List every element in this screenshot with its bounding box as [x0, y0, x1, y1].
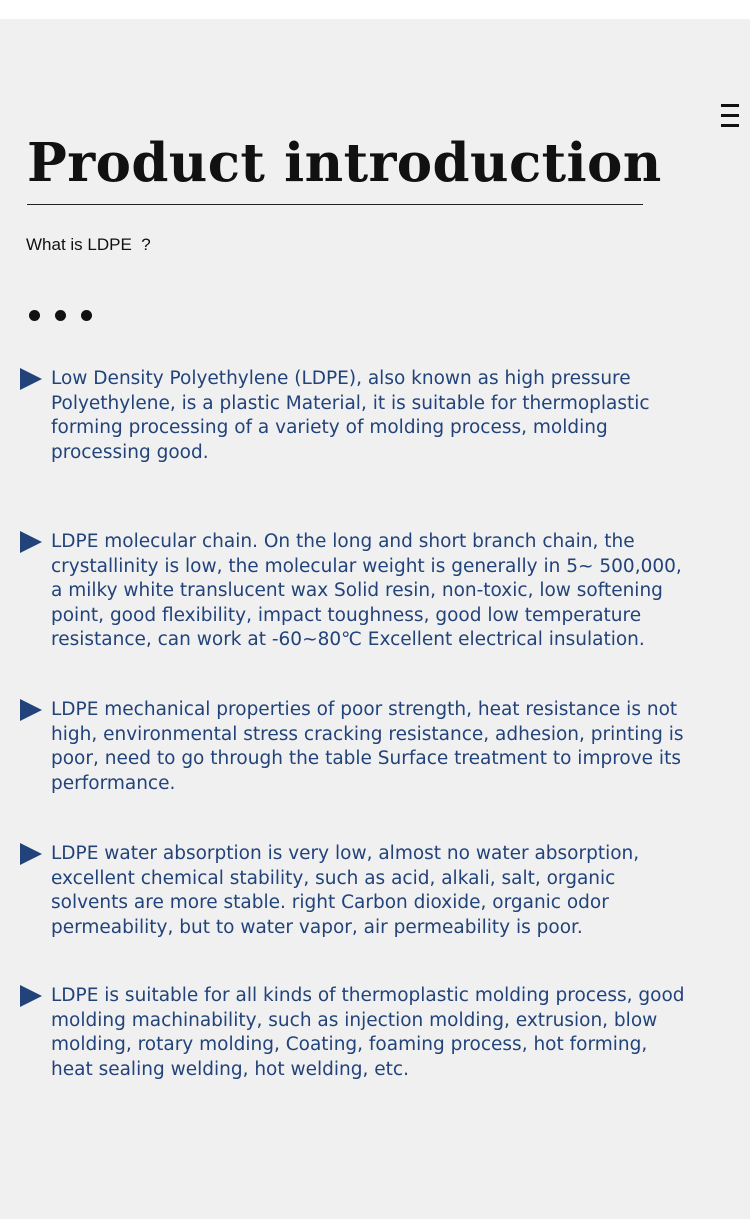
section-subtitle: What is LDPE ? — [26, 235, 151, 254]
paragraph-text: LDPE molecular chain. On the long and short branch chain, the crystallinity is low, the molecular weight is generally in 5~ 500,000, a milky white translucent wax Solid resin, non-toxic, low softening point, good flexibility, impact toughness, good low temperature resistance, can work at -60~80℃ Excellent electrical insulation. — [51, 531, 682, 650]
paragraph-item — [20, 367, 736, 465]
paragraph-text: LDPE is suitable for all kinds of thermoplastic molding process, good molding machinability, such as injection molding, extrusion, blow molding, rotary molding, Coating, foaming process, hot forming, heat sealing welding, hot welding, etc. — [51, 985, 685, 1080]
triangle-bullet-icon — [20, 985, 42, 1007]
dot — [29, 310, 40, 321]
hamburger-menu-icon[interactable] — [721, 104, 741, 128]
menu-bar — [721, 124, 739, 127]
paragraph-item — [20, 530, 736, 653]
paragraph-text: LDPE mechanical properties of poor strength, heat resistance is not high, environmental stress cracking resistance, adhesion, printing is poor, need to go through the table Surface treatment to improve its performance. — [51, 699, 684, 794]
paragraph-text: Low Density Polyethylene (LDPE), also known as high pressure Polyethylene, is a plastic Material, it is suitable for thermoplastic forming processing of a variety of molding process, molding processing good. — [51, 368, 650, 463]
menu-bar — [721, 114, 739, 117]
triangle-bullet-icon — [20, 531, 42, 553]
dot — [55, 310, 66, 321]
triangle-bullet-icon — [20, 843, 42, 865]
menu-bar — [721, 104, 739, 107]
page-title: Product introduction — [27, 132, 662, 194]
triangle-bullet-icon — [20, 368, 42, 390]
paragraph-item — [20, 698, 736, 796]
title-divider — [27, 204, 643, 205]
dot — [81, 310, 92, 321]
paragraph-text: LDPE water absorption is very low, almost no water absorption, excellent chemical stability, such as acid, alkali, salt, organic solvents are more stable. right Carbon dioxide, organic odor permeability, but to water vapor, air permeability is poor. — [51, 843, 640, 938]
paragraph-item — [20, 984, 736, 1082]
paragraph-item — [20, 842, 736, 940]
triangle-bullet-icon — [20, 699, 42, 721]
